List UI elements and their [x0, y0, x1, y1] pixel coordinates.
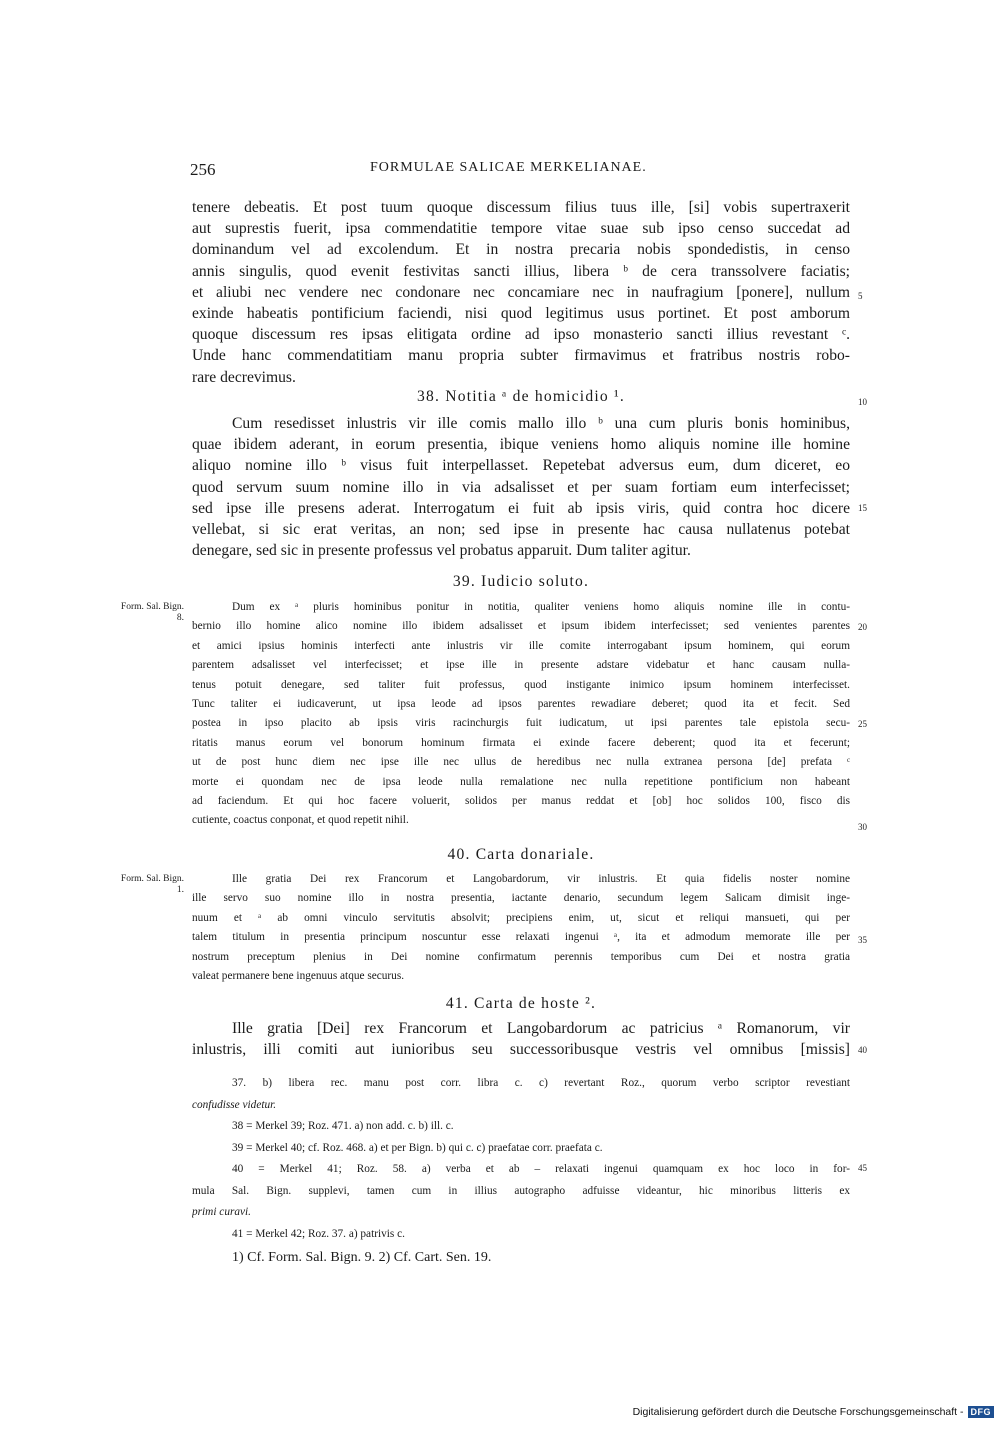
section-40-body — [192, 870, 850, 986]
text-line: tenus potuit denegare, sed taliter fuit professus, quod instigante inimico ipsum hominem interfecisset. — [192, 678, 850, 691]
footer-text: Digitalisierung gefördert durch die Deutsche Forschungsgemeinschaft - — [632, 1406, 964, 1418]
note-line: 37. b) libera rec. manu post corr. libra c. c) revertant Roz., quorum verbo scriptor revestiant — [232, 1077, 850, 1089]
text-line: quod servum suum nomine illo in via adsalisset et per suam fortiam eum interfecisset; — [192, 478, 850, 496]
apparatus-notes — [192, 1073, 850, 1245]
line-number: 30 — [858, 822, 867, 832]
text-line: parentem adsalisset vel interfecisset; et ipse ille in presente adstare videbatur et hanc causam nulla- — [192, 659, 850, 672]
margin-reference: Form. Sal. Bign. 8. — [120, 602, 184, 623]
text-line: dominandum vel ad excolendum. Et in nostra precaria nobis spondedistis, in censo — [192, 241, 850, 259]
section-38-body — [192, 413, 850, 561]
text-line: vellebat, si sic erat veritas, an non; sed ipse in presente hac causa nullatenus potebat — [192, 520, 850, 538]
text-line: quae ibidem aderant, in eorum presentia, ibique veniens homo aliquis nomine ille homine — [192, 436, 850, 454]
text-line: Ille gratia [Dei] rex Francorum et Langobardorum ac patricius ᵃ Romanorum, vir — [232, 1020, 850, 1037]
text-line: ad faciendum. Et qui hoc facere voluerit, solidos per manus reddat et [ob] hoc solidos 100, fisco dis — [192, 794, 850, 807]
note-line: 39 = Merkel 40; cf. Roz. 468. a) et per Bign. b) qui c. c) praefatae corr. praefata c. — [232, 1141, 603, 1154]
text-line: et amici ipsius hominis interfecti ante inlustris vir ille comite interrogabant ipsum hominem, qui eorum — [192, 639, 850, 652]
text-line: ille servo suo nomine illo in nostra presentia, iactante denario, secundum legem Salicam dimisit inge- — [192, 892, 850, 905]
text-line: exinde habeatis pontificium faciendi, nisi quod legitimus usus portinet. Et post amborum — [192, 304, 850, 322]
dfg-logo-icon: DFG — [968, 1406, 995, 1418]
text-line: annis singulis, quod evenit festivitas sancti illius, libera ᵇ de cera transsolvere faciatis; — [192, 262, 850, 280]
note-line: confudisse videtur. — [192, 1098, 277, 1111]
line-number: 45 — [858, 1163, 867, 1173]
line-number: 15 — [858, 503, 867, 513]
text-line: aliquo nomine illo ᵇ visus fuit interpellasset. Repetebat adversus eum, dum diceret, eo — [192, 457, 850, 475]
text-line: cutiente, coactus conponat, et quod repetit nihil. — [192, 814, 409, 827]
margin-reference: Form. Sal. Bign. 1. — [120, 874, 184, 895]
section-38-title: 38. Notitia ᵃ de homicidio ¹. — [417, 388, 625, 405]
note-line: 38 = Merkel 39; Roz. 471. a) non add. c. b) ill. c. — [232, 1120, 454, 1132]
source-references: 1) Cf. Form. Sal. Bign. 9. 2) Cf. Cart. Sen. 19. — [232, 1250, 492, 1265]
running-title: FORMULAE SALICAE MERKELIANAE. — [370, 160, 647, 175]
text-line: nuum et ᵃ ab omni vinculo servitutis absolvit; precipiens enim, ut, sicut et reliqui mansueti, qui per — [192, 911, 850, 924]
note-line: primi curavi. — [192, 1206, 251, 1218]
text-line: Cum resedisset inlustris vir ille comis mallo illo ᵇ una cum pluris bonis hominibus, — [232, 415, 850, 432]
text-line: rare decrevimus. — [192, 368, 296, 386]
text-line: quoque discessum res ipsas elitigata ordine ad ipso monasterio sancti illius revestant ᶜ. — [192, 326, 850, 344]
text-line: Tunc taliter ei iudicaverunt, ut ipsa leode ad ipsos parentes rewadiare deberet; quod ita et fecit. Sed — [192, 697, 850, 710]
note-line: 41 = Merkel 42; Roz. 37. a) patrivis c. — [232, 1227, 405, 1240]
section-37-continuation — [192, 197, 850, 388]
text-line: postea in ipso placito ab ipsis viris racinchurgis fuit iudicatum, ut ipsi parentes tale epistola secu- — [192, 717, 850, 730]
text-line: ritatis manus eorum vel bonorum hominum firmata ei exinde facere deberent; quod ita et fecerunt; — [192, 736, 850, 749]
text-line: et aliubi nec vendere nec condonare nec concamiare nec in naufragium [ponere], nullum — [192, 283, 850, 301]
text-line: sed ipse ille presens aderat. Interrogatum ei fuit ab ipsis viris, quid contra hoc dicere — [192, 499, 850, 517]
section-40-title: 40. Carta donariale. — [447, 846, 595, 863]
line-number: 25 — [858, 719, 867, 729]
note-line: mula Sal. Bign. supplevi, tamen cum in illius autographo adfuisse videantur, hic minoribus litteris ex — [192, 1184, 850, 1197]
text-line: aut suprestis fuerit, ipsa commendatitie tempore vitae suae sub ipso censo succedat ad — [192, 220, 850, 238]
page-header — [0, 160, 1000, 184]
line-number: 5 — [858, 291, 863, 301]
section-39-body — [192, 598, 850, 831]
text-line: bernio illo homine alico nomine illo ibidem adsalisset et ipsum ibidem interfecisset; sed venientes parentes — [192, 620, 850, 633]
text-line: tenere debeatis. Et post tuum quoque discessum filius tuus ille, [si] vobis supertraxerit — [192, 199, 850, 216]
text-line: Dum ex ᵃ pluris hominibus ponitur in notitia, qualiter veniens homo aliquis nomine ille in contu- — [232, 601, 850, 613]
text-line: talem titulum in presentia principum noscuntur esse relaxati ingenui ᵃ, ita et admodum memorate ille per — [192, 931, 850, 944]
page-number: 256 — [190, 160, 216, 179]
line-number: 35 — [858, 935, 867, 945]
digitization-footer — [633, 1406, 994, 1418]
text-line: morte ei quondam nec de ipsa leode nulla remalatione nec nulla repetitione pontificium non habeant — [192, 775, 850, 788]
text-line: valeat permanere bene ingenuus atque securus. — [192, 969, 405, 982]
section-39-title: 39. Iudicio soluto. — [452, 573, 590, 590]
text-line: inlustris, illi comiti aut iunioribus seu successoribusque vestris vel omnibus [missis] — [192, 1041, 850, 1059]
note-line: 40 = Merkel 41; Roz. 58. a) verba et ab – relaxati ingenui quamquam ex hoc loco in for- — [232, 1163, 850, 1175]
text-line: ut de post hunc diem nec ipse ille nec ullus de heredibus nec nulla extranea persona [de] prefata ᶜ — [192, 756, 850, 769]
section-41-body — [192, 1018, 850, 1060]
text-line: Unde hanc commendatitiam manu propria subter firmavimus et fratribus nostris robo- — [192, 347, 850, 365]
text-line: Ille gratia Dei rex Francorum et Langobardorum, vir inlustris. Et quia fidelis noster nomine — [232, 873, 850, 885]
text-line: denegare, sed sic in presente professus vel probatus apparuit. Dum taliter agitur. — [192, 542, 691, 560]
line-number: 10 — [858, 397, 867, 407]
line-number: 40 — [858, 1045, 867, 1055]
text-line: nostrum preceptum plenius in Dei nomine confirmatum perennis temporibus cum Dei et nostra gratia — [192, 950, 850, 963]
section-41-title: 41. Carta de hoste ². — [445, 995, 597, 1012]
line-number: 20 — [858, 622, 867, 632]
